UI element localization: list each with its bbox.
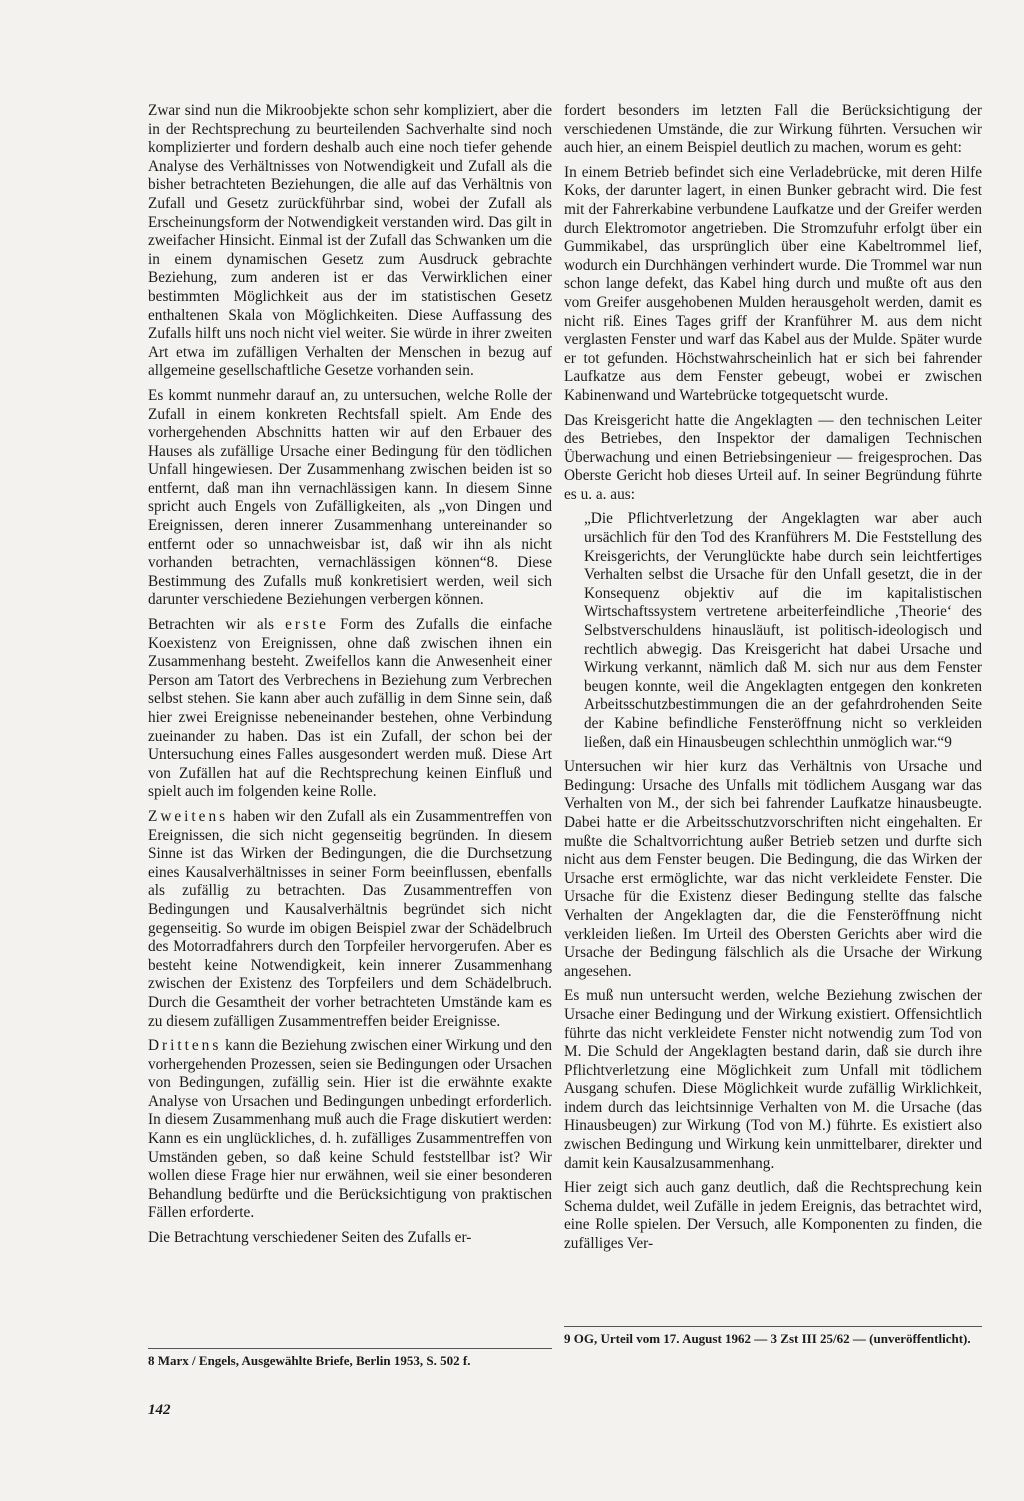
left-column <box>148 102 552 1254</box>
emphasis: Zweitens <box>148 807 229 825</box>
page-number: 142 <box>148 1402 171 1418</box>
paragraph: Es kommt nunmehr darauf an, zu untersuchen, welche Rolle der Zufall in einem konkreten Rechtsfall spielt. Am Ende des vorhergehenden Abschnitts hatten wir auf den Erbauer des Hauses als zufällige Ursache einer Bedingung für den tödlichen Unfall hingewiesen. Der Zusammenhang zwischen beiden ist so entfernt, daß man ihn vernachlässigen kann. In diesem Sinne spricht auch Engels von Zufälligkeiten, als „von Dingen und Ereignissen, deren innerer Zusammenhang untereinander so entfernt oder so unnachweisbar ist, daß wir ihn als nicht vorhanden betrachten, vernachlässigen können“8. Diese Bestimmung des Zufalls muß konkretisiert werden, weil sich darunter verschiedene Beziehungen verbergen können. <box>148 386 552 609</box>
footnote-9: 9 OG, Urteil vom 17. August 1962 — 3 Zst III 25/62 — (unveröffentlicht). <box>564 1326 982 1347</box>
emphasis: erste <box>285 616 329 634</box>
paragraph: Es muß nun untersucht werden, welche Beziehung zwischen der Ursache einer Bedingung und der Wirkung existiert. Offensichtlich führte das nicht verkleidete Fenster nicht notwendig zum Tod von M. Die Schuld der Angeklagten bestand darin, daß sie durch ihre Pflichtverletzung eine Möglichkeit zum Unfall mit tödlichem Ausgang schufen. Diese Möglichkeit wurde zufällig Wirklichkeit, indem durch das leichtsinnige Verhalten von M. die Ursache (das Hinausbeugen) zur Wirkung (Tod von M.) führte. Es existiert also zwischen Bedingung und Wirkung kein unmittelbarer, direkter und damit kein Kausalzusammenhang. <box>564 987 982 1172</box>
paragraph: Zwar sind nun die Mikroobjekte schon sehr kompliziert, aber die in der Rechtsprechung zu beurteilenden Sachverhalte sind noch komplizierter und fordern deshalb auch eine noch tiefer gehende Analyse des Verhältnisses von Notwendigkeit und Zufall als die bisher betrachteten Beziehungen, die alle auf das Verhältnis von Zufall und Gesetz zurückführbar sind, wobei der Zufall als Erscheinungsform der Notwendigkeit verstanden wird. Das gilt in zweifacher Hinsicht. Einmal ist der Zufall das Schwanken um die in einem dynamischen Gesetz zum Ausdruck gebrachte Beziehung, zum anderen ist er das Verwirklichen einer bestimmten Möglichkeit aus der im statistischen Gesetz enthaltenen Skala von Möglichkeiten. Diese Auffassung des Zufalls hilft uns noch nicht viel weiter. Sie würde in ihrer zweiten Art etwa im zufälligen Verhalten der Menschen in bezug auf allgemeine gesellschaftliche Gesetze vorhanden sein. <box>148 102 552 380</box>
paragraph: Hier zeigt sich auch ganz deutlich, daß die Rechtsprechung kein Schema duldet, weil Zufälle in jedem Ereignis, das betrachtet wird, eine Rolle spielen. Der Versuch, alle Komponenten zu finden, die zufälliges Ver- <box>564 1179 982 1253</box>
right-column <box>564 102 982 1260</box>
text-run: haben wir den Zufall als ein Zusammentreffen von Ereignissen, die sich nicht gegenseitig begründen. In diesem Sinne ist das Wirken der Bedingungen, die die Durchsetzung eines Kausalverhältnisses in seiner Form beeinflussen, ebenfalls als zufällig zu betrachten. Das Zusammentreffen von Bedingungen und Kausalverhältnis begründet sich nicht gegenseitig. So wurde im obigen Beispiel zwar der Schädelbruch des Motorradfahrers durch den Torpfeiler hervorgerufen. Aber es besteht keine Notwendigkeit, kein innerer Zusammenhang zwischen der Existenz des Torpfeilers und dem Schädelbruch. Durch die Gesamtheit der vorher betrachteten Umstände kam es zu diesem zufälligen Zusammentreffen beider Ereignisse. <box>148 807 552 1030</box>
paragraph: Die Betrachtung verschiedener Seiten des Zufalls er- <box>148 1229 472 1247</box>
paragraph: Das Kreisgericht hatte die Angeklagten — den technischen Leiter des Betriebes, den Inspektor der damaligen Technischen Überwachung und einen Betriebsingenieur — freigesprochen. Das Oberste Gericht hob dieses Urteil auf. In seiner Begründung führte es u. a. aus: <box>564 411 982 503</box>
paragraph: Untersuchen wir hier kurz das Verhältnis von Ursache und Bedingung: Ursache des Unfalls mit tödlichem Ausgang war das Verhalten von M., der sich bei fahrender Laufkatze hinausbeugte. Dabei hatte er die Arbeitsschutzvorschriften nicht eingehalten. Er mußte die Schaltvorrichtung außer Betrieb setzen und durfte sich nicht aus dem Fenster beugen. Die Bedingung, die das Wirken der Ursache erst ermöglichte, war das nicht verkleidete Fenster. Die Ursache für die Existenz dieser Bedingung stellte das falsche Verhalten der Angeklagten dar, die die Fensteröffnung nicht verkleiden ließen. Im Urteil des Obersten Gerichts aber wird die Ursache der Bedingung fälschlich als die Ursache der Wirkung angesehen. <box>564 758 982 980</box>
footnote-8: 8 Marx / Engels, Ausgewählte Briefe, Berlin 1953, S. 502 f. <box>148 1348 552 1369</box>
paragraph <box>148 616 552 802</box>
text-run: Betrachten wir als <box>148 616 286 634</box>
text-run: Form des Zufalls die einfache Koexistenz von Ereignissen, ohne daß zwischen ihnen ein Zusammenhang besteht. Zweifellos kann die Anwesenheit einer Person am Tatort des Verbrechens in Beziehung zum Verbrechen selbst stehen. Sie kann aber auch zufällig in dem Sinne sein, daß hier zwei Ereignisse nebeneinander bestehen, ohne Verbindung zueinander zu haben. Das ist ein Zufall, der schon bei der Untersuchung eines Falles ausgesondert werden muß. Diese Art von Zufällen hat auf die Rechtsprechung keinen Einfluß und spielt auch im folgenden keine Rolle. <box>148 616 553 801</box>
text-run: kann die Beziehung zwischen einer Wirkung und den vorhergehenden Prozessen, seien sie Bedingungen oder Ursachen von Bedingungen, zufällig sein. Hier ist die erwähnte exakte Analyse von Ursachen und Bedingungen unbedingt erforderlich. In diesem Zusammenhang muß auch die Frage diskutiert werden: Kann es ein unglückliches, d. h. zufälliges Zusammentreffen von Umständen geben, so daß keine Schuld feststellbar ist? Wir wollen diese Frage hier nur erwähnen, weil sie einer besonderen Behandlung bedürfte und die Berücksichtigung von praktischen Fällen erforderte. <box>148 1037 552 1222</box>
emphasis: Drittens <box>148 1037 222 1055</box>
paragraph <box>148 808 552 1031</box>
paragraph: In einem Betrieb befindet sich eine Verladebrücke, mit deren Hilfe Koks, der darunter lagert, in einen Bunker gebracht wird. Die fest mit der Fahrerkabine verbundene Laufkatze und der Greifer werden durch Elektromotor angetrieben. Die Stromzufuhr erfolgt über ein Gummikabel, das ursprünglich über eine Kabeltrommel lief, wodurch ein Durchhängen verhindert wurde. Die Trommel war nun schon lange defekt, das Kabel hing durch und mußte oft aus den vom Greifer ausgehobenen Mulden herausgeholt werden, damit es nicht riß. Eines Tages griff der Kranführer M. aus dem nicht verglasten Fenster und warf das Kabel aus der Mulde. Später wurde er tot gefunden. Höchstwahrscheinlich hat er sich bei fahrender Laufkatze aus dem Fenster gebeugt, wobei er zwischen Kabinenwand und Wartebrücke totgequetscht wurde. <box>564 163 982 404</box>
paragraph <box>148 1037 552 1223</box>
paragraph: fordert besonders im letzten Fall die Berücksichtigung der verschiedenen Umstände, die zur Wirkung führten. Versuchen wir auch hier, an einem Beispiel deutlich zu machen, worum es geht: <box>564 102 982 157</box>
court-quote: „Die Pflichtverletzung der Angeklagten war aber auch ursächlich für den Tod des Kranführers M. Die Feststellung des Kreisgerichts, der Verunglückte habe durch sein leichtfertiges Verhalten selbst die Ursache für den Unfall gesetzt, die in der Konsequenz objektiv auf die im kapitalistischen Wirtschaftssystem vertretene arbeiterfeindliche ‚Theorie‘ des Selbstverschuldens hinausläuft, ist politisch-ideologisch und rechtlich abwegig. Das Kreisgericht hat dabei Ursache und Wirkung verkannt, nämlich daß M. sich nur aus dem Fenster beugen konnte, weil die Angeklagten entgegen den konkreten Arbeitsschutzbestimmungen die an der gefahrdrohenden Seite der Kabine befindliche Fensteröffnung nicht so verkleiden ließen, daß ein Hinausbeugen schlechthin unmöglich war.“9 <box>584 510 982 751</box>
